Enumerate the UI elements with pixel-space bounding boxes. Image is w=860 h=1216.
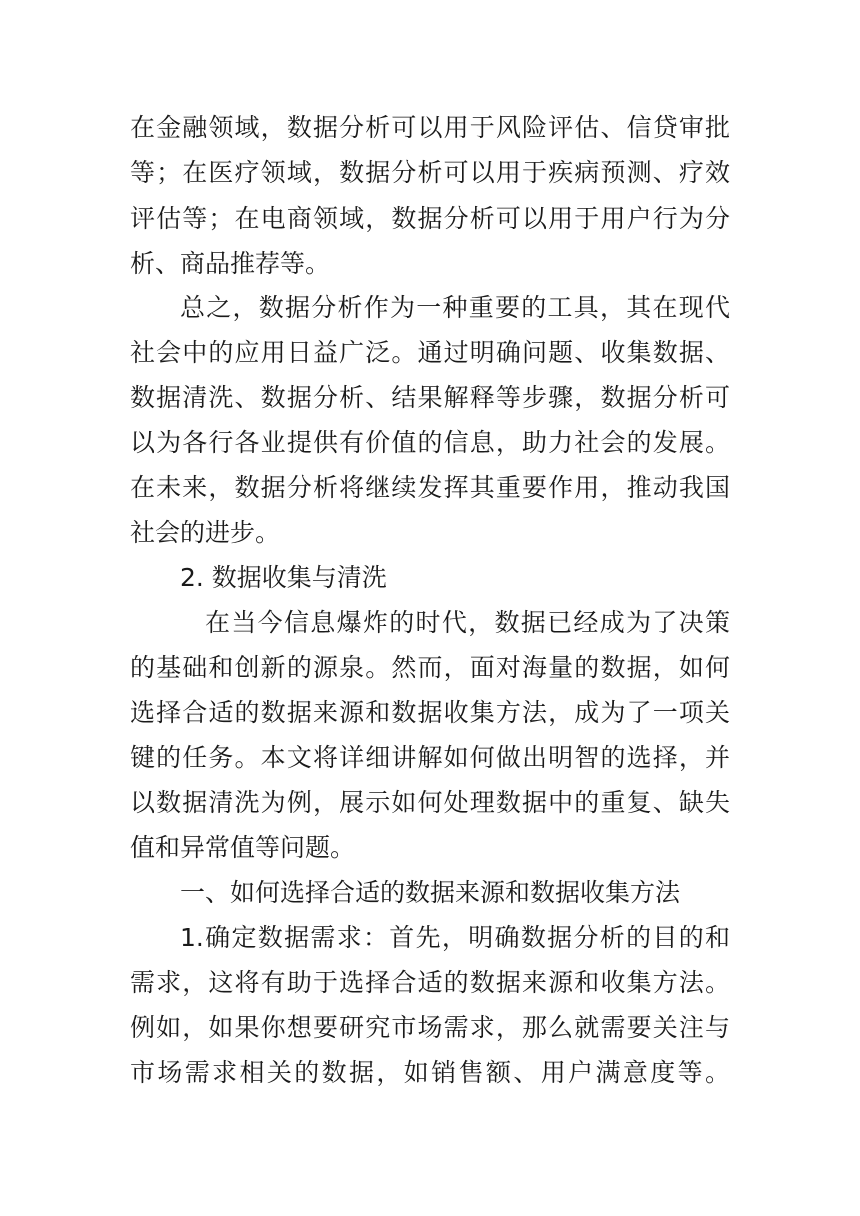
paragraph-line: 以数据清洗为例，展示如何处理数据中的重复、缺失 <box>130 788 730 817</box>
paragraph-line: 析、商品推荐等。 <box>130 249 331 278</box>
paragraph-line: 1.确定数据需求：首先，明确数据分析的目的和 <box>180 923 730 952</box>
paragraph-line: 值和异常值等问题。 <box>130 833 356 862</box>
paragraph-line: 社会中的应用日益广泛。通过明确问题、收集数据、 <box>130 338 730 367</box>
section-heading: 2. 数据收集与清洗 <box>180 563 387 592</box>
paragraph-line: 以为各行各业提供有价值的信息，助力社会的发展。 <box>130 428 730 457</box>
paragraph-line: 在金融领域，数据分析可以用于风险评估、信贷审批 <box>130 113 730 142</box>
subsection-heading: 一、如何选择合适的数据来源和数据收集方法 <box>180 878 681 907</box>
paragraph-line: 在当今信息爆炸的时代，数据已经成为了决策 <box>205 608 730 637</box>
paragraph-line: 的基础和创新的源泉。然而，面对海量的数据，如何 <box>130 653 730 682</box>
paragraph-line: 例如，如果你想要研究市场需求，那么就需要关注与 <box>130 1013 730 1042</box>
paragraph-line: 数据清洗、数据分析、结果解释等步骤，数据分析可 <box>130 383 730 412</box>
paragraph-line: 评估等；在电商领域，数据分析可以用于用户行为分 <box>130 204 730 233</box>
paragraph-line: 选择合适的数据来源和数据收集方法，成为了一项关 <box>130 698 730 727</box>
paragraph-line: 社会的进步。 <box>130 518 281 547</box>
paragraph-line: 键的任务。本文将详细讲解如何做出明智的选择，并 <box>130 743 730 772</box>
paragraph-line: 市场需求相关的数据，如销售额、用户满意度等。 <box>130 1058 730 1087</box>
paragraph-line: 总之，数据分析作为一种重要的工具，其在现代 <box>180 293 730 322</box>
paragraph-line: 等；在医疗领域，数据分析可以用于疾病预测、疗效 <box>130 158 730 187</box>
paragraph-line: 需求，这将有助于选择合适的数据来源和收集方法。 <box>130 968 730 997</box>
paragraph-line: 在未来，数据分析将继续发挥其重要作用，推动我国 <box>130 473 730 502</box>
